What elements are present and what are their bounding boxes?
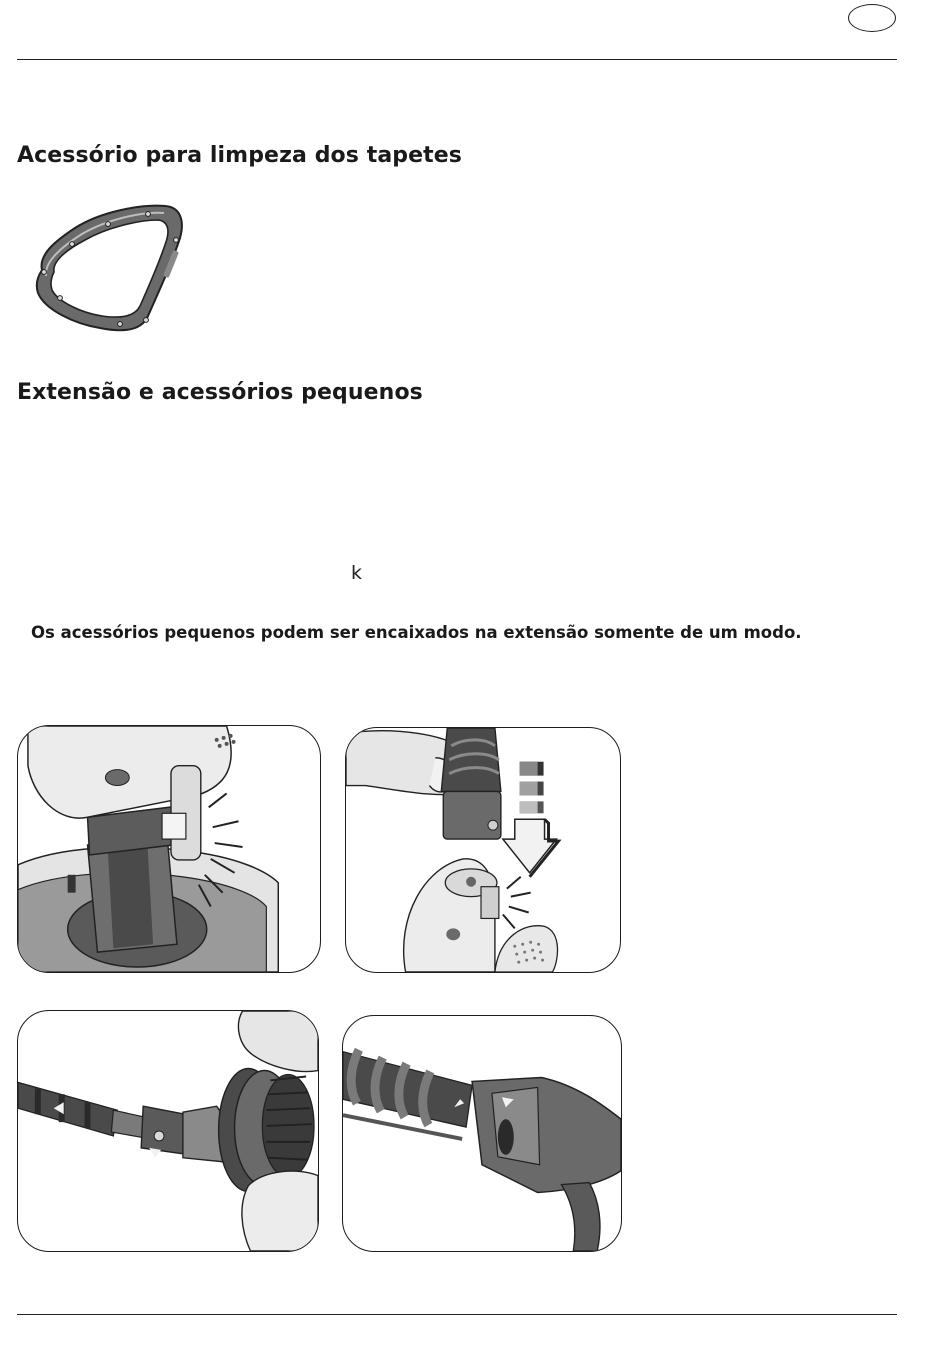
heading-carpet-attachment: Acessório para limpeza dos tapetes [17, 143, 462, 168]
footer-rule [17, 1314, 897, 1315]
fitting-note: Os acessórios pequenos podem ser encaixados na extensão somente de um modo. [31, 623, 802, 642]
stray-character: k [351, 562, 363, 584]
illustration-attach-brush [17, 1010, 319, 1252]
illustration-lock-mop-head [17, 725, 321, 973]
carpet-glider-icon [30, 198, 190, 338]
page-language-badge-icon [848, 4, 896, 32]
header-rule [17, 59, 897, 60]
illustration-extension-on-hose [342, 1015, 622, 1252]
illustration-insert-steam-unit [345, 727, 621, 973]
heading-extension-section: Extensão e acessórios pequenos [17, 380, 423, 405]
